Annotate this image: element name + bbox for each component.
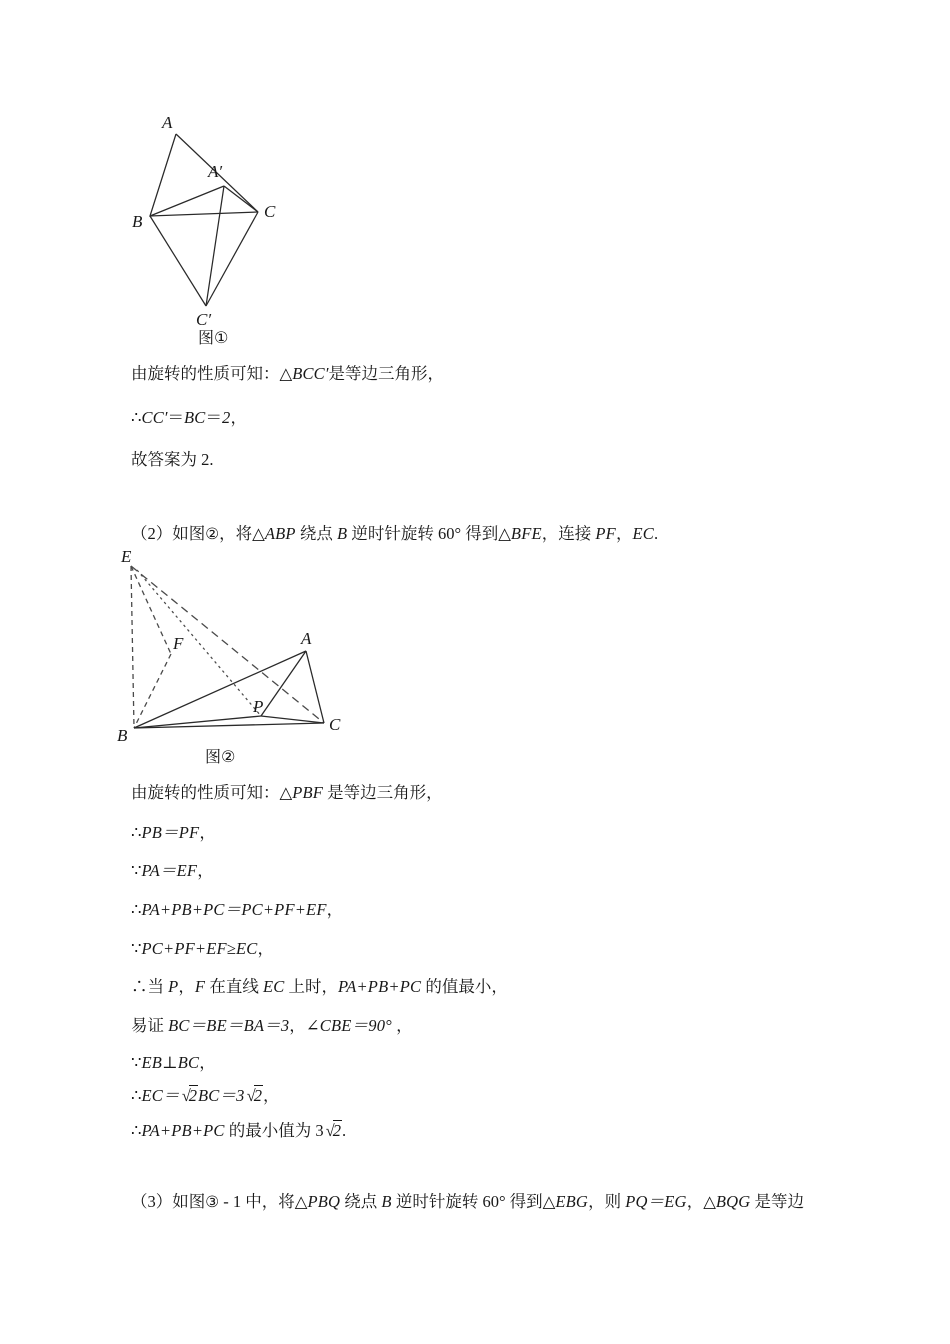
text-line-2-comma: ， [230, 408, 247, 427]
text-line-1-lead: 由旋转的性质可知：△ [131, 364, 293, 383]
figure-1 [120, 105, 320, 330]
proof-line-6-a: 当 [147, 977, 169, 996]
proof-line-9 [131, 1085, 279, 1106]
figure-2-label-C: C [329, 715, 341, 734]
segment-E-C-dashed [131, 566, 324, 723]
text-line-2-prime: ′ [163, 408, 168, 427]
segment-B-A [134, 651, 306, 728]
segment-Aprime-C [224, 186, 258, 212]
proof-line-3-tail: ， [197, 861, 214, 880]
proof-line-8-tail: ， [199, 1053, 216, 1072]
proof-line-1-math: PBF [292, 783, 324, 802]
segment-E-B-dashed [131, 566, 134, 728]
question-3-math-ebg: EBG [555, 1192, 589, 1211]
question-2-math-b: B [336, 524, 348, 543]
text-line-2 [131, 408, 247, 428]
therefore-symbol-2: ∴ [131, 823, 142, 842]
proof-line-9-math-2: BC＝3 [198, 1086, 245, 1105]
question-2-math-abp: ABP [264, 524, 296, 543]
proof-line-6-d: 上时， [284, 977, 339, 996]
proof-line-7-c: ， [391, 1016, 413, 1035]
proof-line-7 [131, 1016, 413, 1036]
proof-line-6-c: 在直线 [205, 977, 263, 996]
question-3-part-d: 得到△ [505, 1192, 556, 1211]
proof-line-6-math-p: P [168, 977, 179, 996]
figure-2-label-F: F [173, 634, 184, 653]
question-2-part-e: ，连接 [541, 524, 596, 543]
figure-1-caption: 图① [198, 328, 229, 347]
proof-line-6-e: 的值最小， [421, 977, 508, 996]
therefore-symbol-6: ∴ [131, 1121, 142, 1140]
figure-2-drawing [115, 548, 345, 743]
proof-line-1 [131, 783, 443, 803]
segment-C-Cprime [206, 212, 258, 306]
radical-value-2: 2 [253, 1086, 262, 1105]
figure-2-label-B: B [117, 726, 128, 745]
proof-line-10 [131, 1120, 346, 1141]
radical-sign-1: √ [181, 1086, 191, 1105]
proof-line-8 [131, 1053, 216, 1073]
segment-F-B-dashed [134, 654, 171, 728]
proof-line-5-math: PC+PF+EF≥EC [141, 939, 258, 958]
figure-1-label-B: B [132, 212, 143, 231]
question-3-math-pqeg: PQ＝EG [625, 1192, 687, 1211]
figure-1-label-C: C [264, 202, 276, 221]
proof-line-6-math-ec: EC [262, 977, 285, 996]
question-3-part-a: - 1 中，将△ [219, 1192, 308, 1211]
proof-line-1-head: 由旋转的性质可知：△ [131, 783, 293, 802]
segment-A-B-C [150, 134, 258, 216]
proof-line-5 [131, 939, 274, 959]
segment-F-P-dotted [137, 570, 264, 716]
proof-line-7-a: 易证 [131, 1016, 169, 1035]
because-symbol-3: ∵ [131, 1053, 142, 1072]
question-3-math-b: B [381, 1192, 392, 1211]
radical-2 [245, 1085, 263, 1106]
question-3-part-f: ，△ [686, 1192, 716, 1211]
proof-line-4-math: PA+PB+PC＝PC+PF+EF [141, 900, 327, 919]
question-3-part-b: 绕点 [340, 1192, 382, 1211]
figure-1-label-A-prime: A′ [208, 162, 223, 181]
figure-1-label-A: A [162, 113, 173, 132]
proof-line-6-math-f: F [194, 977, 206, 996]
question-2-number: （2）如图 [131, 524, 206, 543]
radical-sign-3: √ [325, 1121, 335, 1140]
text-line-1-math: BCC [292, 364, 325, 383]
text-line-2-value: 2 [222, 408, 231, 427]
text-line-1-tail: 是等边三角形， [328, 364, 445, 383]
question-3-statement [131, 1192, 804, 1212]
proof-line-6 [131, 977, 508, 997]
radical-1 [180, 1085, 198, 1106]
radical-value-3: 2 [332, 1121, 341, 1140]
figure-2-label-P: P [253, 697, 264, 716]
question-3-part-e: ，则 [588, 1192, 626, 1211]
proof-line-7-math-2: ∠CBE＝90° [305, 1016, 392, 1035]
figure-1-drawing [120, 105, 320, 330]
segment-E-F-dashed [131, 566, 171, 654]
question-2-part-a: ，将△ [219, 524, 265, 543]
proof-line-2-math: PB＝PF [141, 823, 200, 842]
proof-line-4 [131, 900, 343, 920]
text-line-2-equals-1: ＝ [167, 408, 185, 427]
therefore-symbol-3: ∴ [131, 900, 142, 919]
question-2-part-f: ， [615, 524, 633, 543]
proof-line-6-b: ， [178, 977, 195, 996]
question-2-part-g: . [653, 524, 659, 543]
proof-line-6-math-sum: PA+PB+PC [338, 977, 422, 996]
figure-2-caption: 图② [205, 747, 236, 766]
circled-three: ③ [205, 1193, 220, 1211]
figure-2-label-A: A [301, 629, 312, 648]
therefore-symbol-1: ∴ [131, 408, 142, 427]
segment-P-C [261, 716, 324, 723]
text-line-1-prime: ′ [324, 364, 329, 383]
therefore-symbol-4: ∴ [131, 977, 148, 996]
question-2-math-pf: PF [595, 524, 616, 543]
text-line-2-math-2: BC [184, 408, 206, 427]
because-symbol-2: ∵ [131, 939, 142, 958]
radical-value-1: 2 [188, 1086, 197, 1105]
figure-2-label-E: E [121, 547, 132, 566]
proof-line-3 [131, 861, 214, 881]
question-3-number: （3）如图 [131, 1192, 206, 1211]
proof-line-3-math: PA＝EF [141, 861, 198, 880]
radical-3 [324, 1120, 342, 1141]
proof-line-4-tail: ， [326, 900, 344, 919]
proof-line-8-math: EB⊥BC [141, 1053, 200, 1072]
proof-line-7-math-1: BC＝BE＝BA＝3 [168, 1016, 290, 1035]
question-2-part-d: 得到△ [461, 524, 511, 543]
proof-line-9-tail: ， [262, 1086, 280, 1105]
question-2-part-b: 绕点 [295, 524, 337, 543]
circled-two: ② [205, 525, 220, 543]
because-symbol-1: ∵ [131, 861, 142, 880]
text-line-1 [131, 364, 444, 384]
question-2-part-c: 逆时针旋转 60° [347, 524, 462, 543]
question-3-part-c: 逆时针旋转 60° [391, 1192, 506, 1211]
question-2-math-bfe: BFE [510, 524, 542, 543]
question-3-part-g: 是等边 [750, 1192, 805, 1211]
proof-line-5-tail: ， [257, 939, 275, 958]
proof-line-10-tail: . [341, 1121, 347, 1140]
figure-2 [115, 548, 345, 743]
question-2-statement [131, 524, 658, 544]
proof-line-2 [131, 823, 216, 843]
proof-line-1-tail: 是等边三角形， [323, 783, 443, 802]
segment-B-Cprime [150, 216, 206, 306]
segment-A-C [306, 651, 324, 723]
therefore-symbol-5: ∴ [131, 1086, 142, 1105]
proof-line-7-b: ， [289, 1016, 306, 1035]
proof-line-2-tail: ， [199, 823, 216, 842]
question-2-math-ec: EC [632, 524, 654, 543]
radical-sign-2: √ [246, 1086, 256, 1105]
proof-line-10-a: 的最小值为 3 [224, 1121, 324, 1140]
question-3-math-bqg: BQG [715, 1192, 751, 1211]
text-line-2-math-1: CC [141, 408, 164, 427]
text-line-3-answer: 故答案为 2. [131, 450, 214, 469]
question-3-math-pbq: PBQ [307, 1192, 341, 1211]
segment-Aprime-Cprime [206, 186, 224, 306]
segment-B-Aprime [150, 186, 224, 216]
figure-1-label-C-prime: C′ [196, 310, 212, 329]
text-line-2-equals-2: ＝ [205, 408, 223, 427]
proof-line-9-math-1: EC＝ [141, 1086, 180, 1105]
proof-line-10-math: PA+PB+PC [141, 1121, 225, 1140]
